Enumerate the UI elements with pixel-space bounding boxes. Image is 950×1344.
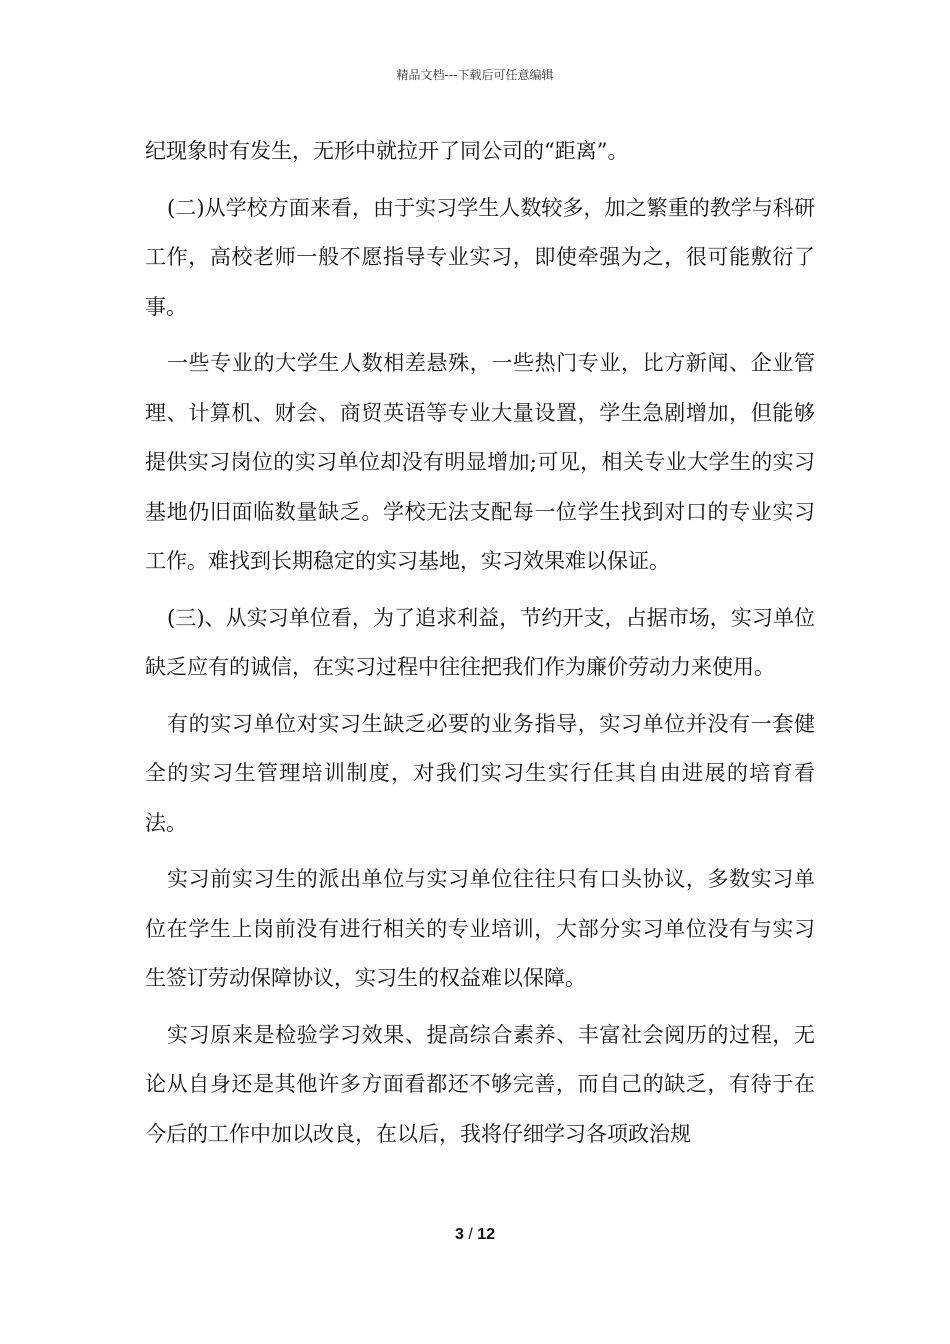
page-number-separator: / [468, 1226, 473, 1243]
paragraph-guidance: 有的实习单位对实习生缺乏必要的业务指导，实习单位并没有一套健全的实习生管理培训制度，对我们实习生实行任其自由进展的培育看法。 [145, 711, 815, 835]
paragraph-student-numbers: 一些专业的大学生人数相差悬殊，一些热门专业，比方新闻、企业管理、计算机、财会、商贸英语等专业大量设置，学生急剧增加，但能够提供实习岗位的实习单位却没有明显增加;可见，相关专业大学生的实习基地仍旧面临数量缺乏。学校无法支配每一位学生找到对口的专业实习工作。难找到长期稳定的实习基地，实习效果难以保证。 [145, 351, 815, 573]
page-number-total: 12 [477, 1226, 496, 1243]
page-number [0, 1226, 950, 1244]
paragraph-continuation: 纪现象时有发生，无形中就拉开了同公司的“距离”。 [145, 139, 629, 163]
page-header: 精品文档---下载后可任意编辑 [396, 68, 554, 82]
page-number-current: 3 [454, 1226, 464, 1243]
paragraph-school-aspect: (二)从学校方面来看，由于实习学生人数较多，加之繁重的教学与科研工作，高校老师一般不愿指导专业实习，即使牵强为之，很可能敷衍了事。 [145, 195, 815, 319]
paragraph-employer-aspect: (三)、从实习单位看，为了追求利益，节约开支，占据市场，实习单位缺乏应有的诚信，在实习过程中往往把我们作为廉价劳动力来使用。 [145, 605, 815, 679]
document-body [145, 127, 815, 1166]
paragraph-agreements: 实习前实习生的派出单位与实习单位往往只有口头协议，多数实习单位在学生上岗前没有进行相关的专业培训，大部分实习单位没有与实习生签订劳动保障协议，实习生的权益难以保障。 [145, 867, 815, 990]
paragraph-conclusion: 实习原来是检验学习效果、提高综合素养、丰富社会阅历的过程，无论从自身还是其他许多方面看都还不够完善，而自己的缺乏，有待于在今后的工作中加以改良，在以后，我将仔细学习各项政治规 [145, 1022, 815, 1146]
